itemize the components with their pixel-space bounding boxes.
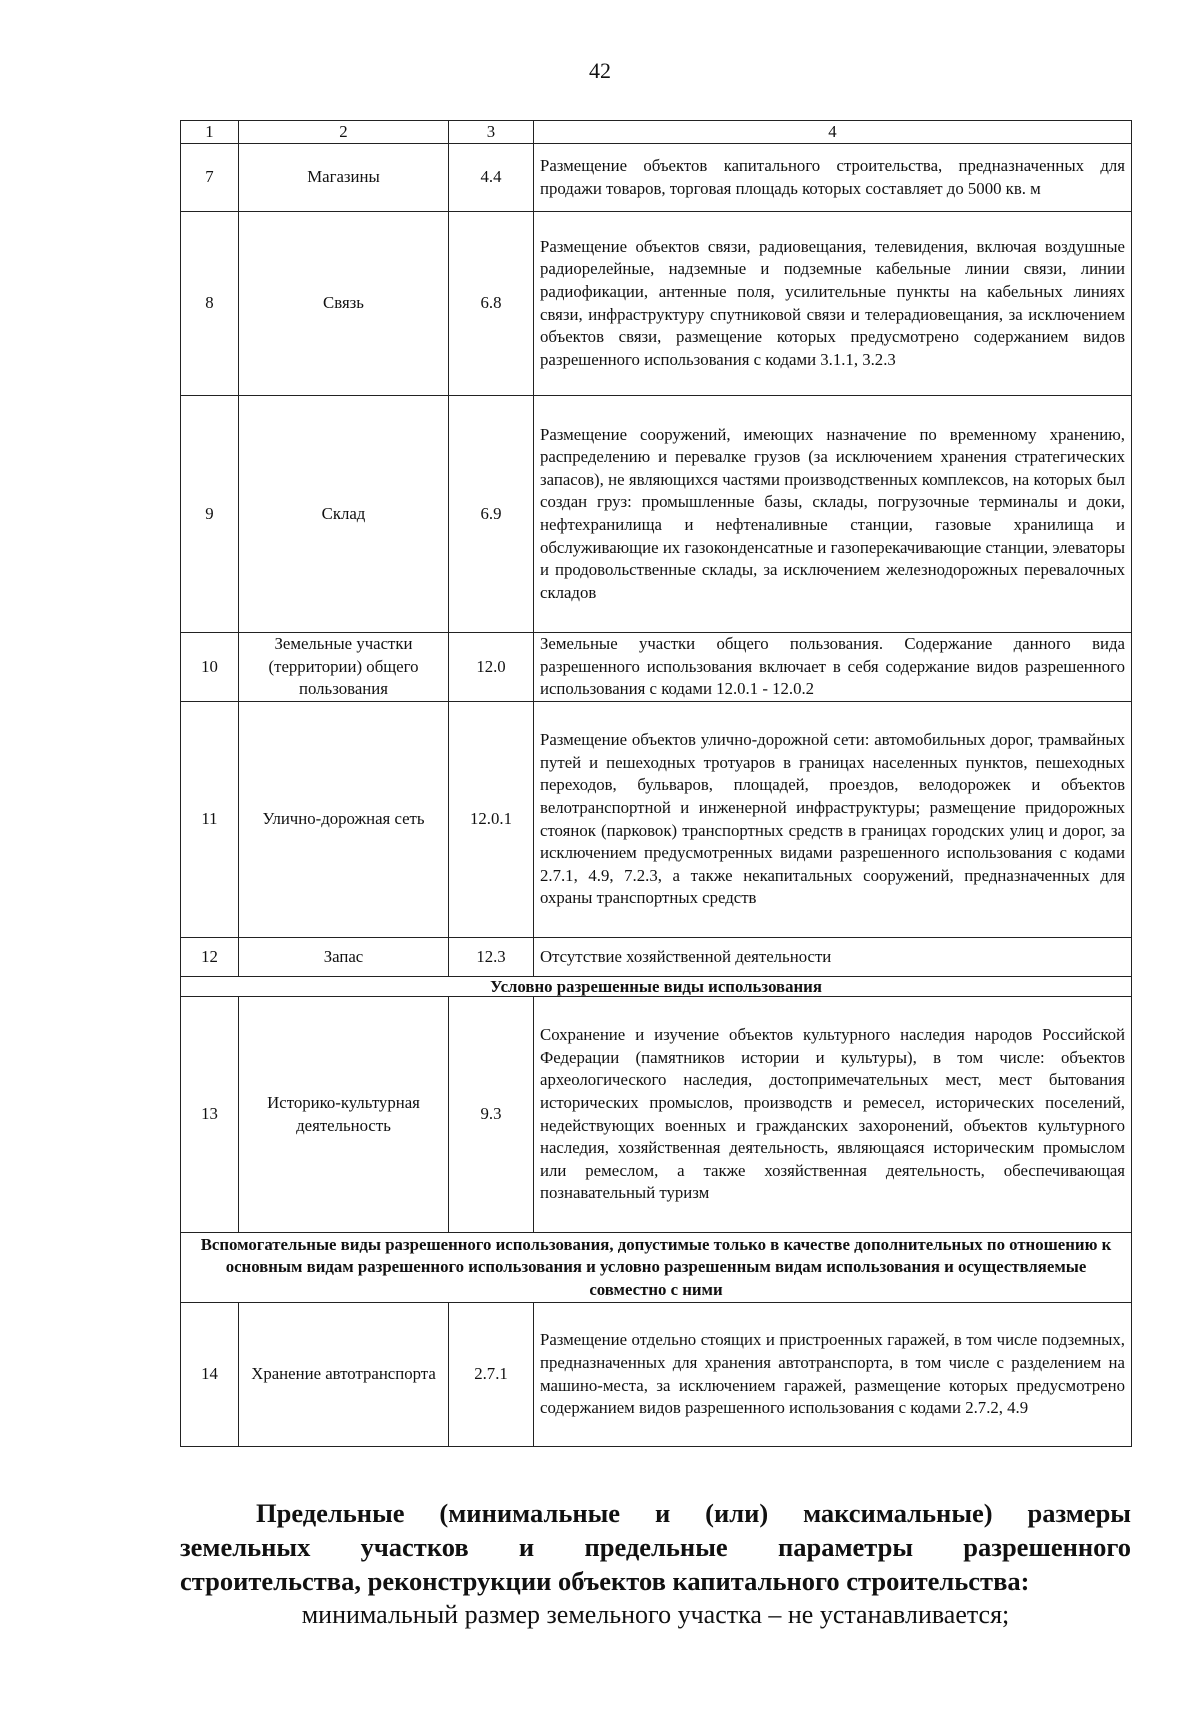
use-name: Историко-культурная деятельность [239,997,449,1233]
use-description: Отсутствие хозяйственной деятельности [534,938,1132,977]
use-name: Связь [239,212,449,396]
header-cell: 4 [534,121,1132,144]
section-header-row [181,977,1132,997]
table-row [181,997,1132,1233]
use-code: 6.8 [449,212,534,396]
min-plot-size-note: минимальный размер земельного участка – не устанавливается; [301,1600,1010,1629]
table-row [181,144,1132,212]
use-name: Склад [239,396,449,633]
section-header-row [181,1233,1132,1303]
row-number: 8 [181,212,239,396]
table-row [181,212,1132,396]
table-row [181,702,1132,938]
use-code: 2.7.1 [449,1303,534,1447]
heading-line: земельных участков и предельные параметры разрешенного [180,1532,1131,1562]
use-name: Земельные участки (территории) общего пользования [239,633,449,702]
row-number: 14 [181,1303,239,1447]
row-number: 13 [181,997,239,1233]
permitted-use-table [180,120,1132,1447]
row-number: 10 [181,633,239,702]
header-cell: 3 [449,121,534,144]
heading-line [180,1496,1131,1530]
table-row [181,396,1132,633]
table-row [181,938,1132,977]
use-name: Улично-дорожная сеть [239,702,449,938]
header-cell: 2 [239,121,449,144]
land-plot-parameters-section [180,1496,1131,1632]
page-number: 42 [589,58,611,83]
row-number: 9 [181,396,239,633]
use-code: 4.4 [449,144,534,212]
table-header-row [181,121,1132,144]
use-description: Размещение объектов улично-дорожной сети: автомобильных дорог, трамвайных путей и пешеходных тротуаров в границах населенных пунктов, пешеходных переходов, бульваров, площадей, проездов, велодорожек и объектов велотранспортной и инженерной инфраструктуры; размещение придорожных стоянок (парковок) транспортных средств в границах городских улиц и дорог, за исключением предусмотренных видами разрешенного использования с кодами 2.7.1, 4.9, 7.2.3, а также некапитальных сооружений, предназначенных для охраны транспортных средств [534,702,1132,938]
row-number: 7 [181,144,239,212]
header-cell: 1 [181,121,239,144]
use-code: 12.0 [449,633,534,702]
use-code: 12.0.1 [449,702,534,938]
heading-line: строительства, реконструкции объектов капитального строительства: [180,1566,1030,1596]
use-description: Размещение сооружений, имеющих назначение по временному хранению, распределению и перевалке грузов (за исключением хранения стратегических запасов), не являющихся частями производственных комплексов, на которых был создан груз: промышленные базы, склады, погрузочные терминалы и доки, нефтехранилища и нефтеналивные станции, газовые хранилища и обслуживающие их газоконденсатные и газоперекачивающие станции, элеваторы и продовольственные склады, за исключением железнодорожных перевалочных складов [534,396,1132,633]
use-code: 9.3 [449,997,534,1233]
use-code: 6.9 [449,396,534,633]
row-number: 11 [181,702,239,938]
use-description: Сохранение и изучение объектов культурного наследия народов Российской Федерации (памятников истории и культуры), в том числе: объектов археологического наследия, достопримечательных мест, мест бытования исторических промыслов, производств и ремесел, исторических поселений, недействующих военных и гражданских захоронений, объектов культурного наследия, хозяйственная деятельность, являющаяся историческим промыслом или ремеслом, а также хозяйственная деятельность, обеспечивающая познавательный туризм [534,997,1132,1233]
section-auxiliary-heading: Вспомогательные виды разрешенного использования, допустимые только в качестве дополнительных по отношению к основным видам разрешенного использования и условно разрешенным видам использования и осуществляемые совместно с ними [181,1233,1132,1303]
section-conditional-heading: Условно разрешенные виды использования [181,977,1132,997]
use-description: Земельные участки общего пользования. Содержание данного вида разрешенного использования включает в себя содержание видов разрешенного использования с кодами 12.0.1 - 12.0.2 [534,633,1132,702]
heading-line-text: Предельные (минимальные и (или) максимальные) размеры [256,1498,1131,1528]
use-description: Размещение объектов связи, радиовещания, телевидения, включая воздушные радиорелейные, надземные и подземные кабельные линии связи, линии радиофикации, антенные поля, усилительные пункты на кабельных линиях связи, инфраструктуру спутниковой связи и телерадиовещания, за исключением объектов связи, размещение которых предусмотрено содержанием видов разрешенного использования с кодами 3.1.1, 3.2.3 [534,212,1132,396]
use-code: 12.3 [449,938,534,977]
table-row [181,1303,1132,1447]
use-name: Запас [239,938,449,977]
use-description: Размещение объектов капитального строительства, предназначенных для продажи товаров, торговая площадь которых составляет до 5000 кв. м [534,144,1132,212]
use-name: Хранение автотранспорта [239,1303,449,1447]
use-name: Магазины [239,144,449,212]
row-number: 12 [181,938,239,977]
use-description: Размещение отдельно стоящих и пристроенных гаражей, в том числе подземных, предназначенных для хранения автотранспорта, в том числе с разделением на машино-места, за исключением гаражей, размещение которых предусмотрено содержанием видов разрешенного использования с кодами 2.7.2, 4.9 [534,1303,1132,1447]
parameters-heading [180,1496,1131,1598]
table-row [181,633,1132,702]
